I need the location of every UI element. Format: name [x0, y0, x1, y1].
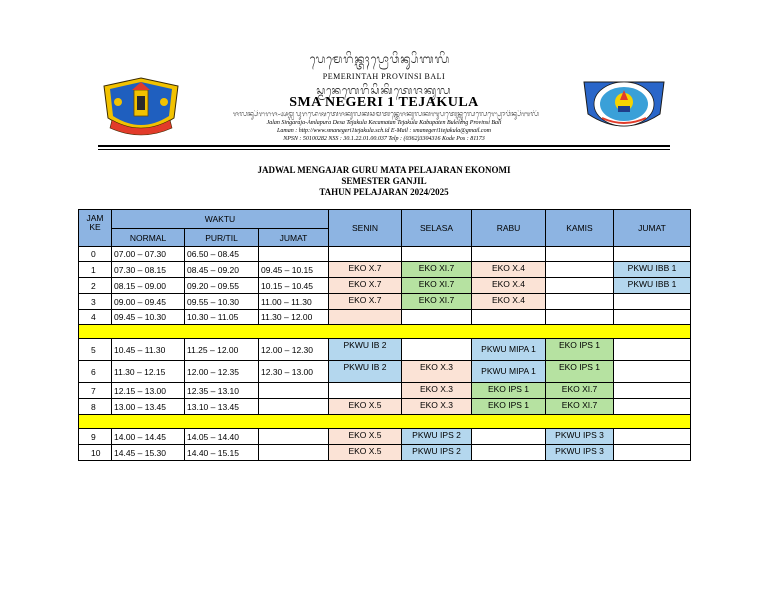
kamis-cell: PKWU IPS 3 — [546, 429, 614, 445]
jumat-cell: PKWU IBB 1 — [614, 278, 691, 294]
time-purtil-cell: 12.35 – 13.10 — [185, 383, 259, 399]
rabu-cell: EKO X.4 — [472, 294, 546, 310]
letterhead-divider-thin — [98, 149, 670, 150]
selasa-cell — [402, 247, 472, 262]
jumat-cell — [614, 310, 691, 325]
jumat-cell — [614, 294, 691, 310]
jumat-cell — [614, 361, 691, 383]
table-row — [79, 445, 691, 461]
header-day-jumat: JUMAT — [614, 210, 691, 247]
header-day-rabu: RABU — [472, 210, 546, 247]
jam-cell: 4 — [79, 310, 112, 325]
table-row — [79, 429, 691, 445]
jumat-cell — [614, 445, 691, 461]
selasa-cell: EKO X.3 — [402, 399, 472, 415]
senin-cell — [329, 383, 402, 399]
time-purtil-cell: 11.25 – 12.00 — [185, 339, 259, 361]
time-jumat-cell — [259, 383, 329, 399]
selasa-cell — [402, 339, 472, 361]
time-jumat-cell — [259, 399, 329, 415]
time-purtil-cell: 14.05 – 14.40 — [185, 429, 259, 445]
table-row — [79, 399, 691, 415]
jam-cell: 10 — [79, 445, 112, 461]
header-day-senin: SENIN — [329, 210, 402, 247]
time-purtil-cell: 06.50 – 08.45 — [185, 247, 259, 262]
time-purtil-cell: 10.30 – 11.05 — [185, 310, 259, 325]
jumat-cell — [614, 339, 691, 361]
time-normal-cell: 12.15 – 13.00 — [112, 383, 185, 399]
senin-cell: EKO X.5 — [329, 399, 402, 415]
kamis-cell: EKO IPS 1 — [546, 339, 614, 361]
jam-cell: 9 — [79, 429, 112, 445]
header-jam-ke: JAM KE — [79, 210, 112, 247]
kamis-cell: EKO XI.7 — [546, 383, 614, 399]
time-purtil-cell: 12.00 – 12.35 — [185, 361, 259, 383]
document-academic-year: TAHUN PELAJARAN 2024/2025 — [319, 187, 449, 197]
break-separator-row — [79, 415, 691, 429]
time-jumat-cell: 10.15 – 10.45 — [259, 278, 329, 294]
break-separator — [79, 415, 691, 429]
time-normal-cell: 07.00 – 07.30 — [112, 247, 185, 262]
letterhead-contact: Laman : http://www.smanegeri1tejakula.sch.id E-Mail : smanegeri1tejakula@gmail.com — [277, 128, 491, 134]
jam-cell: 6 — [79, 361, 112, 383]
time-jumat-cell — [259, 429, 329, 445]
rabu-cell: EKO IPS 1 — [472, 399, 546, 415]
table-row — [79, 310, 691, 325]
jam-cell: 0 — [79, 247, 112, 262]
letterhead-balinese-script-top: ᬧᬾᬫᬾᬭᬶᬦ᭄ᬢᬄᬧ᭄ᬭᭀᬯᬶᬦ᭄ᬲᬶᬩᬮᬶ — [309, 52, 451, 66]
jumat-cell — [614, 383, 691, 399]
table-row — [79, 294, 691, 310]
selasa-cell: EKO XI.7 — [402, 262, 472, 278]
letterhead-npsn: NPSN : 50100282 NSS : 30.1.22.01.00.037 Telp : (0362)3304316 Kode Pos : 81173 — [283, 136, 485, 142]
kamis-cell — [546, 262, 614, 278]
header-jumat-time: JUMAT — [259, 229, 329, 247]
header-day-kamis: KAMIS — [546, 210, 614, 247]
letterhead-balinese-script-school: ᬲ᭄ᬫᬦᬾᬕᬾᬭᬶᬲᬶᬓᬶᬢᬾᬚᬓᬸᬮ — [316, 85, 452, 97]
time-purtil-cell: 09.20 – 09.55 — [185, 278, 259, 294]
rabu-cell — [472, 429, 546, 445]
letterhead-divider-thick — [98, 145, 670, 147]
time-normal-cell: 13.00 – 13.45 — [112, 399, 185, 415]
jam-cell: 5 — [79, 339, 112, 361]
time-jumat-cell: 12.30 – 13.00 — [259, 361, 329, 383]
rabu-cell: EKO X.4 — [472, 278, 546, 294]
kamis-cell — [546, 310, 614, 325]
kamis-cell: PKWU IPS 3 — [546, 445, 614, 461]
senin-cell: EKO X.5 — [329, 429, 402, 445]
time-jumat-cell — [259, 445, 329, 461]
selasa-cell: EKO XI.7 — [402, 294, 472, 310]
table-row — [79, 361, 691, 383]
kamis-cell: EKO IPS 1 — [546, 361, 614, 383]
break-separator-row — [79, 325, 691, 339]
selasa-cell: EKO XI.7 — [402, 278, 472, 294]
selasa-cell: EKO X.3 — [402, 383, 472, 399]
time-purtil-cell: 08.45 – 09.20 — [185, 262, 259, 278]
selasa-cell: PKWU IPS 2 — [402, 445, 472, 461]
jumat-cell — [614, 399, 691, 415]
time-normal-cell: 14.00 – 14.45 — [112, 429, 185, 445]
rabu-cell — [472, 247, 546, 262]
jam-cell: 7 — [79, 383, 112, 399]
time-purtil-cell: 09.55 – 10.30 — [185, 294, 259, 310]
rabu-cell: PKWU MIPA 1 — [472, 339, 546, 361]
table-row — [79, 339, 691, 361]
jumat-cell — [614, 247, 691, 262]
schedule-table — [78, 209, 691, 461]
time-jumat-cell: 11.30 – 12.00 — [259, 310, 329, 325]
jam-cell: 2 — [79, 278, 112, 294]
letterhead-balinese-script-address: ᬚᬮᬦ᭄ᬲᬶᬗᬭᬚ-ᬅᬫ᭄ᬮᬧᬸᬭᬤᬾᬰᬢᬾᬚᬓᬸᬮᬓᬘᬫᬢᬦ᭄ᬢᬾᬚᬓᬸᬮᬓᬩᬸᬧᬢᬾᬦ᭄ᬩᬸᬮᬾᬮᬾᬗ᭄ᬧ᭄ᬭᭀᬯᬶᬦ᭄ᬲᬶᬩᬮᬶ — [232, 110, 540, 118]
header-day-selasa: SELASA — [402, 210, 472, 247]
table-row — [79, 278, 691, 294]
selasa-cell: PKWU IPS 2 — [402, 429, 472, 445]
jam-cell: 1 — [79, 262, 112, 278]
document-title: JADWAL MENGAJAR GURU MATA PELAJARAN EKONOMI — [257, 165, 511, 175]
time-normal-cell: 08.15 – 09.00 — [112, 278, 185, 294]
jumat-cell: PKWU IBB 1 — [614, 262, 691, 278]
time-jumat-cell: 12.00 – 12.30 — [259, 339, 329, 361]
header-purtil: PUR/TIL — [185, 229, 259, 247]
table-row — [79, 247, 691, 262]
jam-cell: 8 — [79, 399, 112, 415]
rabu-cell: PKWU MIPA 1 — [472, 361, 546, 383]
time-normal-cell: 11.30 – 12.15 — [112, 361, 185, 383]
time-normal-cell: 09.45 – 10.30 — [112, 310, 185, 325]
header-waktu: WAKTU — [112, 210, 329, 229]
time-normal-cell: 10.45 – 11.30 — [112, 339, 185, 361]
kamis-cell — [546, 278, 614, 294]
senin-cell: EKO X.7 — [329, 278, 402, 294]
header-normal: NORMAL — [112, 229, 185, 247]
time-jumat-cell: 09.45 – 10.15 — [259, 262, 329, 278]
time-jumat-cell: 11.00 – 11.30 — [259, 294, 329, 310]
rabu-cell — [472, 445, 546, 461]
senin-cell — [329, 247, 402, 262]
time-purtil-cell: 14.40 – 15.15 — [185, 445, 259, 461]
letterhead-school-name: SMA NEGERI 1 TEJAKULA — [289, 95, 479, 110]
table-row — [79, 262, 691, 278]
kamis-cell — [546, 294, 614, 310]
kamis-cell: EKO XI.7 — [546, 399, 614, 415]
rabu-cell: EKO X.4 — [472, 262, 546, 278]
table-row — [79, 383, 691, 399]
senin-cell: EKO X.7 — [329, 262, 402, 278]
selasa-cell — [402, 310, 472, 325]
jumat-cell — [614, 429, 691, 445]
rabu-cell: EKO IPS 1 — [472, 383, 546, 399]
senin-cell: PKWU IB 2 — [329, 339, 402, 361]
time-jumat-cell — [259, 247, 329, 262]
break-separator — [79, 325, 691, 339]
document-semester: SEMESTER GANJIL — [341, 176, 427, 186]
senin-cell — [329, 310, 402, 325]
rabu-cell — [472, 310, 546, 325]
time-normal-cell: 07.30 – 08.15 — [112, 262, 185, 278]
senin-cell: EKO X.5 — [329, 445, 402, 461]
letterhead-address: Jalan Singaraja-Amlapura Desa Tejakula Kecamatan Tejakula Kabupaten Buleleng Provinsi Bali — [266, 120, 502, 126]
kamis-cell — [546, 247, 614, 262]
letterhead-province: PEMERINTAH PROVINSI BALI — [322, 72, 446, 81]
time-normal-cell: 09.00 – 09.45 — [112, 294, 185, 310]
time-purtil-cell: 13.10 – 13.45 — [185, 399, 259, 415]
senin-cell: EKO X.7 — [329, 294, 402, 310]
jam-cell: 3 — [79, 294, 112, 310]
selasa-cell: EKO X.3 — [402, 361, 472, 383]
senin-cell: PKWU IB 2 — [329, 361, 402, 383]
time-normal-cell: 14.45 – 15.30 — [112, 445, 185, 461]
